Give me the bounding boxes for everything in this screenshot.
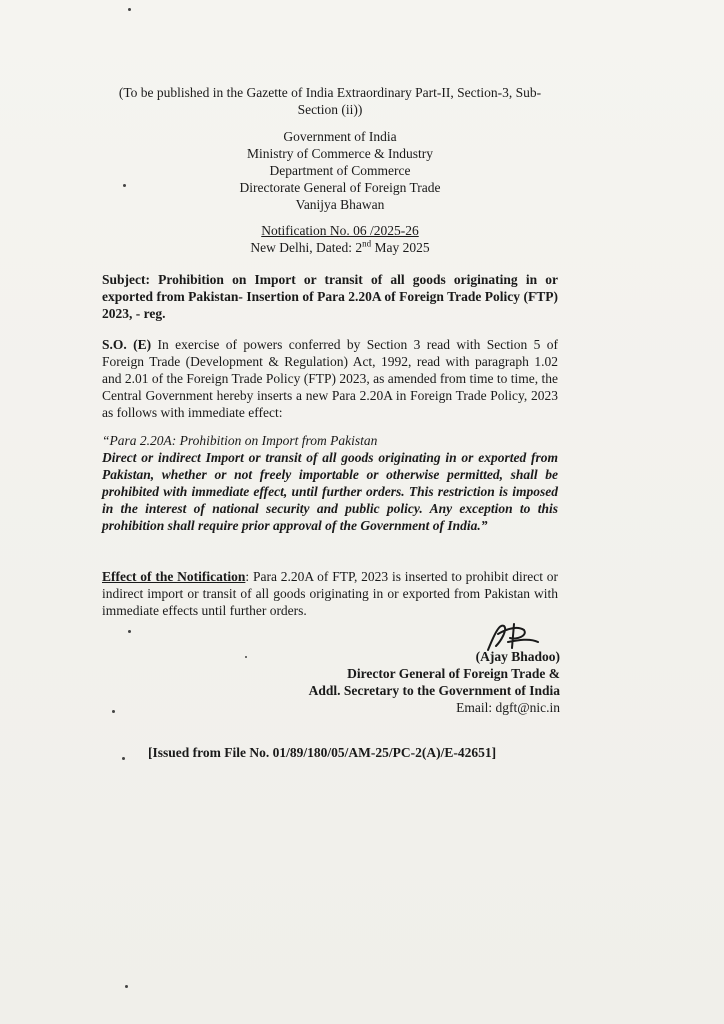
signatory-designation: Director General of Foreign Trade & (347, 666, 560, 681)
para-body: Direct or indirect Import or transit of all goods originating in or exported from Pakistan, whether or not freely importable or otherwise permitted, shall be prohibited with immediate effect, until further orders. This restriction is imposed in the interest of national security and public policy. Any exception to this prohibition shall require prior approval of the Government of India.” (102, 450, 558, 533)
para-heading: “Para 2.20A: Prohibition on Import from Pakistan (102, 433, 378, 448)
scan-speck (112, 710, 115, 713)
effect-paragraph (102, 568, 558, 619)
header-line: Vanijya Bhawan (295, 197, 385, 212)
letterhead (180, 128, 500, 213)
signatory-name: (Ajay Bhadoo) (475, 649, 560, 664)
scan-speck (128, 630, 131, 633)
order-paragraph (102, 336, 558, 421)
header-line: Department of Commerce (269, 163, 411, 178)
effect-text: : Para 2.20A of FTP, 2023 is inserted to prohibit direct or indirect import or transit of all goods originating in or exported from Pakistan with immediate effects until further orders. (102, 569, 558, 618)
effect-label: Effect of the Notification (102, 569, 246, 584)
signatory-designation: Addl. Secretary to the Government of India (308, 683, 560, 698)
header-line: Ministry of Commerce & Industry (247, 146, 433, 161)
scan-speck (122, 757, 125, 760)
notification-number: Notification No. 06 /2025-26 (261, 223, 419, 238)
subject-text: Prohibition on Import or transit of all goods originating in or exported from Pakistan- Insertion of Para 2.20A of Foreign Trade Policy (FTP) 2023, - reg. (102, 272, 558, 321)
header-line: Government of India (283, 129, 397, 144)
signature-block (270, 648, 560, 716)
notification-date: New Delhi, Dated: 2nd May 2025 (250, 238, 430, 255)
file-number: [Issued from File No. 01/89/180/05/AM-25/PC-2(A)/E-42651] (148, 745, 497, 760)
order-label: S.O. (E) (102, 337, 152, 352)
subject-paragraph (102, 271, 558, 322)
scan-speck (245, 656, 247, 658)
header-line: Directorate General of Foreign Trade (239, 180, 441, 195)
scan-speck (128, 8, 131, 11)
gazette-note: (To be published in the Gazette of India Extraordinary Part-II, Section-3, Sub-Section (ii)) (118, 85, 542, 117)
signatory-email: Email: dgft@nic.in (456, 700, 560, 715)
scan-speck (125, 985, 128, 988)
subject-label: Subject: (102, 272, 150, 287)
notification-block (180, 222, 500, 256)
scan-speck (123, 184, 126, 187)
order-text: In exercise of powers conferred by Section 3 read with Section 5 of Foreign Trade (Development & Regulation) Act, 1992, read with paragraph 1.02 and 2.01 of the Foreign Trade Policy (FTP) 2023, as amended from time to time, the Central Government hereby inserts a new Para 2.20A in Foreign Trade Policy, 2023 as follows with immediate effect: (102, 337, 558, 420)
para-block (102, 432, 558, 534)
